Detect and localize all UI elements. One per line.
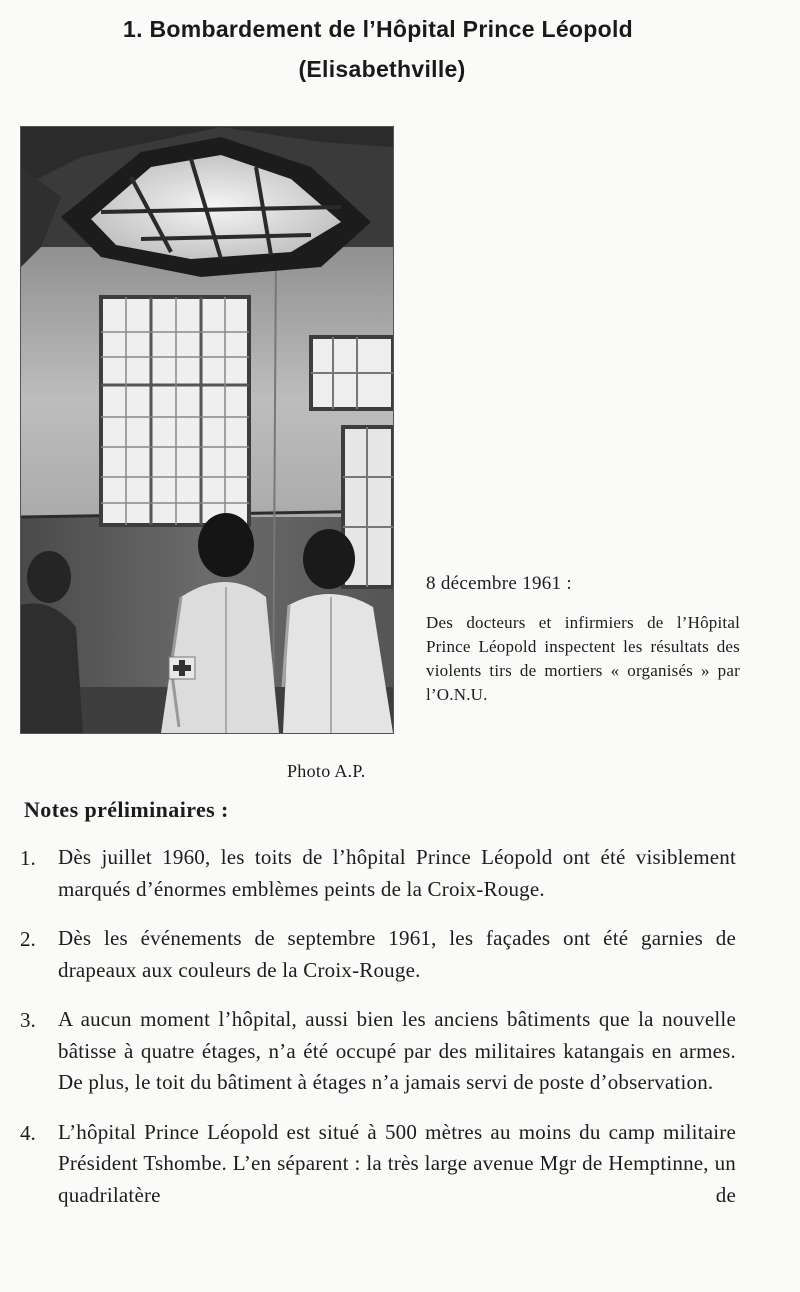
hospital-damage-photo: [20, 126, 394, 734]
photo-caption-text: Des docteurs et infirmiers de l’Hôpital Prince Léopold inspectent les résultats des violents tirs de mortiers « organisés » par l’O.N.U.: [426, 613, 740, 704]
note-number: 1.: [20, 846, 36, 870]
note-number: 2.: [20, 927, 36, 951]
notes-heading: Notes préliminaires :: [24, 797, 229, 822]
note-text: L’hôpital Prince Léopold est situé à 500 mètres au moins du camp militaire Président Tshombe. L’en séparent : la très large avenue Mgr de Hemptinne, un quadrilatère de: [58, 1119, 736, 1207]
note-item: [0, 842, 800, 905]
note-number: 3.: [20, 1008, 36, 1032]
notes-list: [0, 842, 800, 1229]
photo-credit: Photo A.P.: [287, 761, 366, 781]
note-item: [0, 1117, 800, 1212]
page-subtitle: (Elisabethville): [298, 56, 466, 82]
note-item: [0, 923, 800, 986]
note-text: A aucun moment l’hôpital, aussi bien les anciens bâtiments que la nouvelle bâtisse à quatre étages, n’a été occupé par des militaires katangais en armes. De plus, le toit du bâtiment à étages n’a jamais servi de poste d’observation.: [58, 1007, 736, 1094]
page-title: 1. Bombardement de l’Hôpital Prince Léopold: [122, 16, 634, 42]
note-number: 4.: [20, 1120, 36, 1145]
photo-caption-date: 8 décembre 1961 :: [426, 573, 572, 594]
note-text: Dès les événements de septembre 1961, les façades ont été garnies de drapeaux aux couleurs de la Croix-Rouge.: [58, 926, 736, 982]
note-text: Dès juillet 1960, les toits de l’hôpital Prince Léopold ont été visiblement marqués d’énormes emblèmes peints de la Croix-Rouge.: [58, 845, 736, 901]
note-item: [0, 1004, 800, 1099]
